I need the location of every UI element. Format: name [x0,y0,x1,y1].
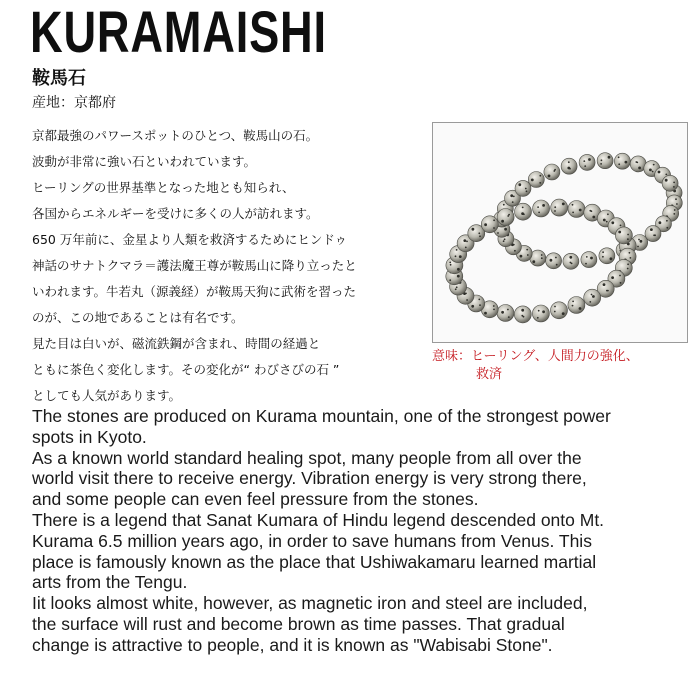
jp-line: 各国からエネルギーを受けに多くの人が訪れます。 [32,206,319,221]
bead-speckle [627,268,629,270]
origin-text: 産地：京都府 [32,95,116,111]
bead [615,227,632,244]
bead-speckle [562,203,565,206]
bead-speckle [493,309,495,311]
bead-speckle [550,259,553,262]
bead-speckle [508,316,510,318]
bead-speckle [601,159,603,161]
bead-speckle [459,255,462,258]
bracelet-illustration [433,123,687,342]
bead-speckle [523,213,525,215]
bead-speckle [503,204,505,206]
bead-speckle [603,219,606,222]
bead-speckle [630,257,632,259]
bead-speckle [653,164,655,166]
bead [546,253,562,269]
bead-speckle [484,312,487,315]
en-line: world visit there to receive energy. Vibration energy is very strong there, [32,468,587,489]
bead-speckle [676,203,678,205]
english-description [32,406,682,656]
bead [568,201,585,218]
bead-speckle [666,227,668,229]
bead-speckle [521,315,523,317]
en-line: arts from the Tengu. [32,572,188,593]
bead-speckle [554,210,556,212]
bead-speckle [665,179,668,182]
en-line: spots in Kyoto. [32,426,147,447]
bead-speckle [497,232,499,234]
bead [551,302,568,319]
bead-speckle [572,204,574,206]
bead-speckle [466,241,468,243]
bead-speckle [555,257,557,259]
bead-speckle [466,299,468,301]
bead [614,153,630,169]
bead-speckle [640,240,643,243]
bead-speckle [572,305,574,307]
bead-speckle [479,304,481,306]
bead-speckle [620,282,622,284]
bead-speckle [591,294,593,296]
bead-speckle [522,207,524,209]
jp-line: ヒーリングの世界基準となった地とも知られ、 [32,180,295,195]
bead-speckle [673,186,675,188]
bead-speckle [572,301,574,303]
jp-line: 650 万年前に、金星より人類を救済するためにヒンドゥ [32,232,348,247]
bead-speckle [658,171,661,174]
bead-speckle [606,221,608,223]
jp-line: 京都最強のパワースポットのひとつ、鞍馬山の石。 [32,128,319,143]
bead-speckle [455,255,457,257]
bead-speckle [674,209,676,211]
bead-speckle [611,276,614,279]
bead-speckle [548,175,551,178]
bead-speckle [608,156,611,159]
bead [515,203,532,220]
bead-speckle [554,311,556,313]
bead [563,253,579,269]
bead-speckle [471,305,474,308]
bead-speckle [579,307,582,310]
bead-speckle [520,255,523,258]
bead-speckle [541,254,543,256]
bead-speckle [569,256,572,259]
bead-speckle [649,169,652,172]
bead [514,306,531,323]
bead [561,158,577,174]
bead-speckle [521,309,524,312]
bead-speckle [507,309,509,311]
jp-line: いわれます。牛若丸（源義経）が鞍馬天狗に武術を習った [32,284,357,299]
bead-speckle [602,251,604,253]
meaning-line: 意味：ヒーリング、人間力の強化、 [432,349,639,364]
jp-line: 神話のサナトクマラ＝護法魔王尊が鞍馬山に降り立ったと [32,258,357,273]
bead-speckle [635,161,637,163]
bead-speckle [554,206,556,208]
bead-speckle [541,257,543,259]
bead-speckle [592,295,595,298]
bead-speckle [637,246,639,248]
bead-speckle [600,163,602,165]
bead-speckle [539,182,541,184]
jp-line: ともに茶色く変化します。その変化が“ わびさびの石 ” [32,362,340,377]
bead-speckle [542,204,545,207]
bead [579,154,595,170]
bead-speckle [618,231,621,234]
bead-speckle [620,225,622,227]
bead-speckle [619,275,621,277]
jp-line: のが、この地であることは有名です。 [32,310,244,325]
meaning-note [432,348,692,384]
meaning-line: 救済 [476,367,503,382]
bead-speckle [618,156,620,158]
bead-speckle [450,264,452,266]
bead-speckle [650,228,653,231]
bead-speckle [472,228,475,231]
en-line: As a known world standard healing spot, many people from all over the [32,447,582,468]
bead-speckle [666,220,668,222]
bead-speckle [508,214,510,216]
bead [532,305,549,322]
bead-speckle [478,232,480,234]
bead-speckle [538,212,540,214]
bead-speckle [592,216,595,219]
bead-speckle [586,256,588,258]
bead [481,216,498,233]
bead-speckle [607,290,609,292]
bead-speckle [463,239,466,242]
bead-speckle [589,210,591,212]
bead-speckle [479,235,481,237]
bead-speckle [579,209,582,212]
bead [544,164,560,180]
bead [662,175,678,191]
bead-speckle [478,299,480,301]
bead-speckle [537,317,539,319]
bead-speckle [572,212,574,214]
bead-speckle [501,311,504,314]
bead-speckle [493,305,495,307]
bead-speckle [665,174,667,176]
bead-speckle [627,234,629,236]
bead-speckle [602,256,604,258]
bead-speckle [501,220,504,223]
bead-speckle [525,188,527,190]
bead [515,180,531,196]
bead-speckle [457,275,460,278]
bead-speckle [514,250,516,252]
bead-speckle [510,194,513,197]
bead-speckle [590,257,593,260]
bead-speckle [456,249,458,251]
en-line: There is a legend that Sanat Kumara of Hindu legend descended onto Mt. [32,509,605,530]
bead-speckle [625,161,628,164]
bead-speckle [638,239,640,241]
en-line: place is famously known as the place that Ushiwakamaru learned martial [32,551,597,572]
bead-speckle [568,161,570,163]
japanese-description [32,123,422,409]
bead [497,305,514,322]
bead [568,297,585,314]
jp-line: 見た目は白いが、磁流鉄鋼が含まれ、時間の経過と [32,336,321,351]
bead-speckle [484,223,487,226]
bead-speckle [518,183,521,186]
bead-speckle [627,238,629,240]
bead-speckle [542,310,545,313]
bead [597,153,613,169]
en-line: The stones are produced on Kurama mountain, one of the strongest power [32,406,611,426]
bead-speckle [556,264,558,266]
bead [599,248,615,264]
jp-line: としても人気があります。 [32,388,182,403]
bead-speckle [537,206,539,208]
bracelet-photo [432,122,688,343]
bead-speckle [456,286,458,288]
bead-speckle [638,167,641,170]
en-line: Iit looks almost white, however, as magnetic iron and steel are included, [32,593,588,614]
bead-speckle [654,234,656,236]
bead-speckle [532,260,535,263]
bead-speckle [504,238,506,240]
bead-speckle [585,263,587,265]
bead-speckle [531,179,534,182]
bead-speckle [493,227,495,229]
en-line: Kurama 6.5 million years ago, in order to save humans from Venus. This [32,530,592,551]
bead-speckle [607,213,609,215]
kanji-name: 鞍馬石 [32,68,86,89]
bead-speckle [538,310,540,312]
bead-speckle [629,252,631,254]
bead-speckle [512,201,514,203]
bead-speckle [554,169,556,171]
bead-speckle [652,171,654,173]
bead [528,172,544,188]
bead-speckle [618,163,620,165]
bead-speckle [449,279,451,281]
bead-speckle [603,283,606,286]
bead-speckle [457,268,460,271]
bead-speckle [589,301,591,303]
bead-speckle [673,213,675,215]
bead-speckle [539,175,541,177]
bead-speckle [503,240,505,242]
bead-speckle [504,228,507,231]
jp-line: 波動が非常に強い石といわれています。 [32,154,257,169]
bead-speckle [659,221,662,224]
bead [581,252,597,268]
bead [497,209,514,226]
bead-speckle [554,306,556,308]
bead-speckle [675,198,677,200]
bead [551,199,568,216]
bead-speckle [527,254,529,256]
bead-speckle [465,247,467,249]
en-line: the surface will rust and become brown as time passes. That gradual [32,613,565,634]
bead-speckle [627,263,629,265]
bead-speckle [562,312,565,315]
bead-speckle [455,288,457,290]
en-line: change is attractive to people, and it is known as "Wabisabi Stone". [32,634,553,655]
en-line: and some people can even feel pressure from the stones. [32,489,479,510]
bead-speckle [583,160,585,162]
bead-speckle [673,182,675,184]
bead-speckle [526,249,528,251]
bead-speckle [513,196,515,198]
product-title: KURAMAISHI [30,0,327,65]
bead-speckle [584,165,586,167]
bead-speckle [611,221,614,224]
bead-speckle [526,190,528,192]
bead [645,226,661,242]
bead-speckle [493,219,495,221]
bead [584,289,601,306]
bead-speckle [610,257,613,260]
bead-speckle [588,158,591,161]
bead-speckle [569,168,571,170]
bead [533,200,550,217]
bead-speckle [570,262,572,264]
bead-speckle [449,262,451,264]
